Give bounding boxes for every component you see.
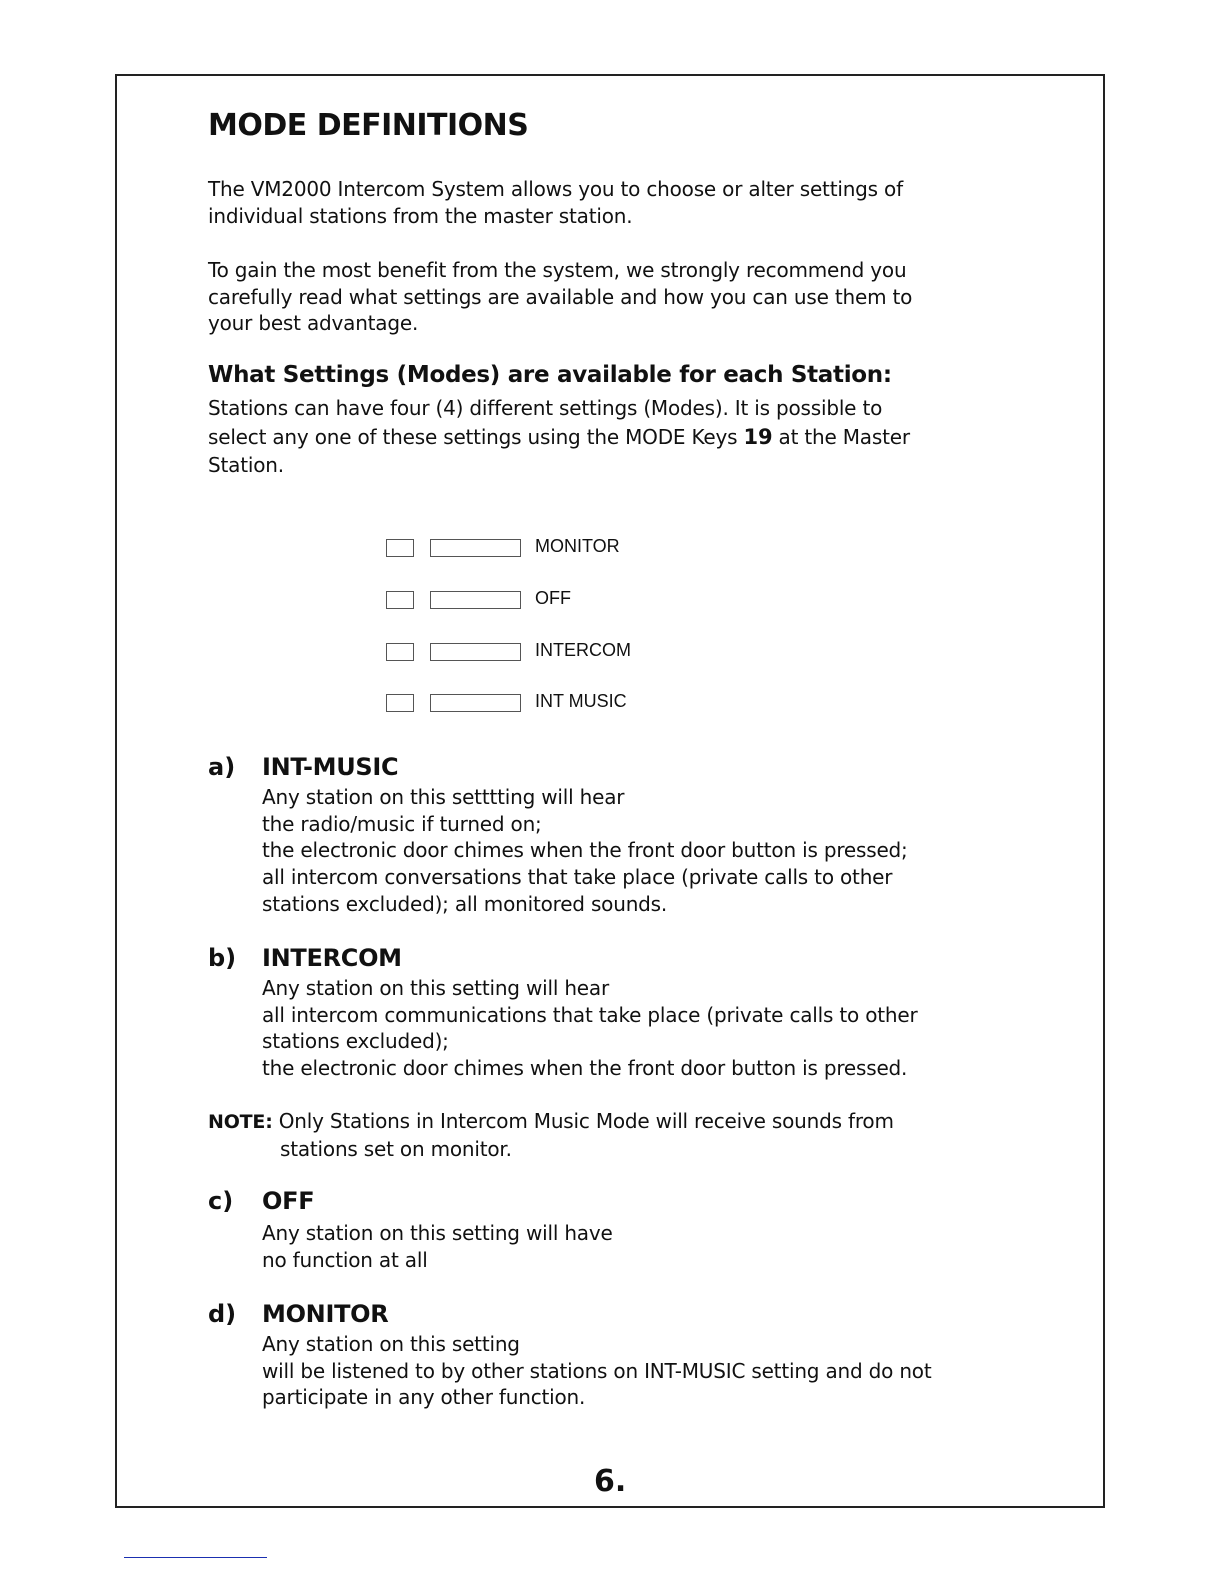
indicator-square — [386, 591, 414, 609]
blue-rule — [124, 1557, 267, 1558]
text-line: will be listened to by other stations on INT-MUSIC setting and do not — [262, 1358, 932, 1383]
text-line: the radio/music if turned on; — [262, 811, 542, 836]
page-title: MODE DEFINITIONS — [208, 108, 529, 143]
key-number: 19 — [743, 424, 773, 449]
text-line: your best advantage. — [208, 311, 419, 336]
text-line: The VM2000 Intercom System allows you to choose or alter settings of — [208, 177, 903, 201]
section-body-monitor — [262, 1331, 931, 1411]
text-line: Any station on this setttting will hear — [262, 785, 625, 809]
key-rectangle — [430, 694, 521, 712]
mode-key-label: INTERCOM — [535, 640, 631, 660]
section-body-int-music — [262, 784, 908, 918]
key-rectangle — [430, 539, 521, 557]
section-heading-intercom: INTERCOM — [262, 944, 402, 972]
text-line: all intercom communications that take place (private calls to other — [262, 1002, 918, 1027]
text-line: individual stations from the master station. — [208, 203, 633, 228]
text-span: Only Stations in Intercom Music Mode will receive sounds from — [272, 1109, 894, 1133]
section-heading-monitor: MONITOR — [262, 1300, 389, 1328]
indicator-square — [386, 643, 414, 661]
section-letter: c) — [208, 1187, 234, 1215]
page-number: 6. — [594, 1464, 627, 1499]
section-heading-off: OFF — [262, 1187, 315, 1215]
text-line: stations excluded); all monitored sounds. — [262, 891, 668, 916]
text-line: Stations can have four (4) different settings (Modes). It is possible to — [208, 396, 883, 420]
text-span: at the Master — [772, 424, 910, 449]
note — [208, 1108, 894, 1162]
text-line: Any station on this setting will hear — [262, 976, 609, 1000]
settings-paragraph — [208, 394, 910, 480]
text-line: all intercom conversations that take place (private calls to other — [262, 865, 893, 890]
text-line: the electronic door chimes when the front door button is pressed; — [262, 838, 908, 863]
text-line: To gain the most benefit from the system, we strongly recommend you — [208, 258, 907, 282]
text-line — [208, 423, 910, 452]
mode-key-label: INT MUSIC — [535, 691, 627, 711]
text-line: participate in any other function. — [262, 1385, 586, 1410]
indicator-square — [386, 539, 414, 557]
section-body-off — [262, 1220, 613, 1273]
section-body-intercom — [262, 975, 918, 1082]
section-heading-int-music: INT-MUSIC — [262, 753, 399, 781]
note-label: NOTE: — [208, 1111, 273, 1133]
settings-heading: What Settings (Modes) are available for each Station: — [208, 362, 892, 388]
mode-key-label: OFF — [535, 588, 571, 608]
text-line: Any station on this setting will have — [262, 1221, 613, 1245]
indicator-square — [386, 694, 414, 712]
text-line: stations excluded); — [262, 1029, 449, 1054]
section-letter: a) — [208, 753, 236, 781]
intro-paragraph-1 — [208, 176, 903, 229]
text-line: Any station on this setting — [262, 1332, 520, 1356]
text-line: the electronic door chimes when the front door button is pressed. — [262, 1056, 908, 1081]
text-line: no function at all — [262, 1247, 428, 1272]
key-rectangle — [430, 591, 521, 609]
intro-paragraph-2 — [208, 257, 912, 337]
text-line — [208, 1108, 894, 1136]
text-span: select any one of these settings using the MODE Keys — [208, 424, 744, 449]
text-line: Station. — [208, 453, 284, 477]
section-letter: b) — [208, 944, 237, 972]
key-rectangle — [430, 643, 521, 661]
text-line: stations set on monitor. — [280, 1136, 512, 1161]
mode-key-label: MONITOR — [535, 536, 620, 556]
section-letter: d) — [208, 1300, 237, 1328]
text-line: carefully read what settings are available and how you can use them to — [208, 284, 913, 309]
